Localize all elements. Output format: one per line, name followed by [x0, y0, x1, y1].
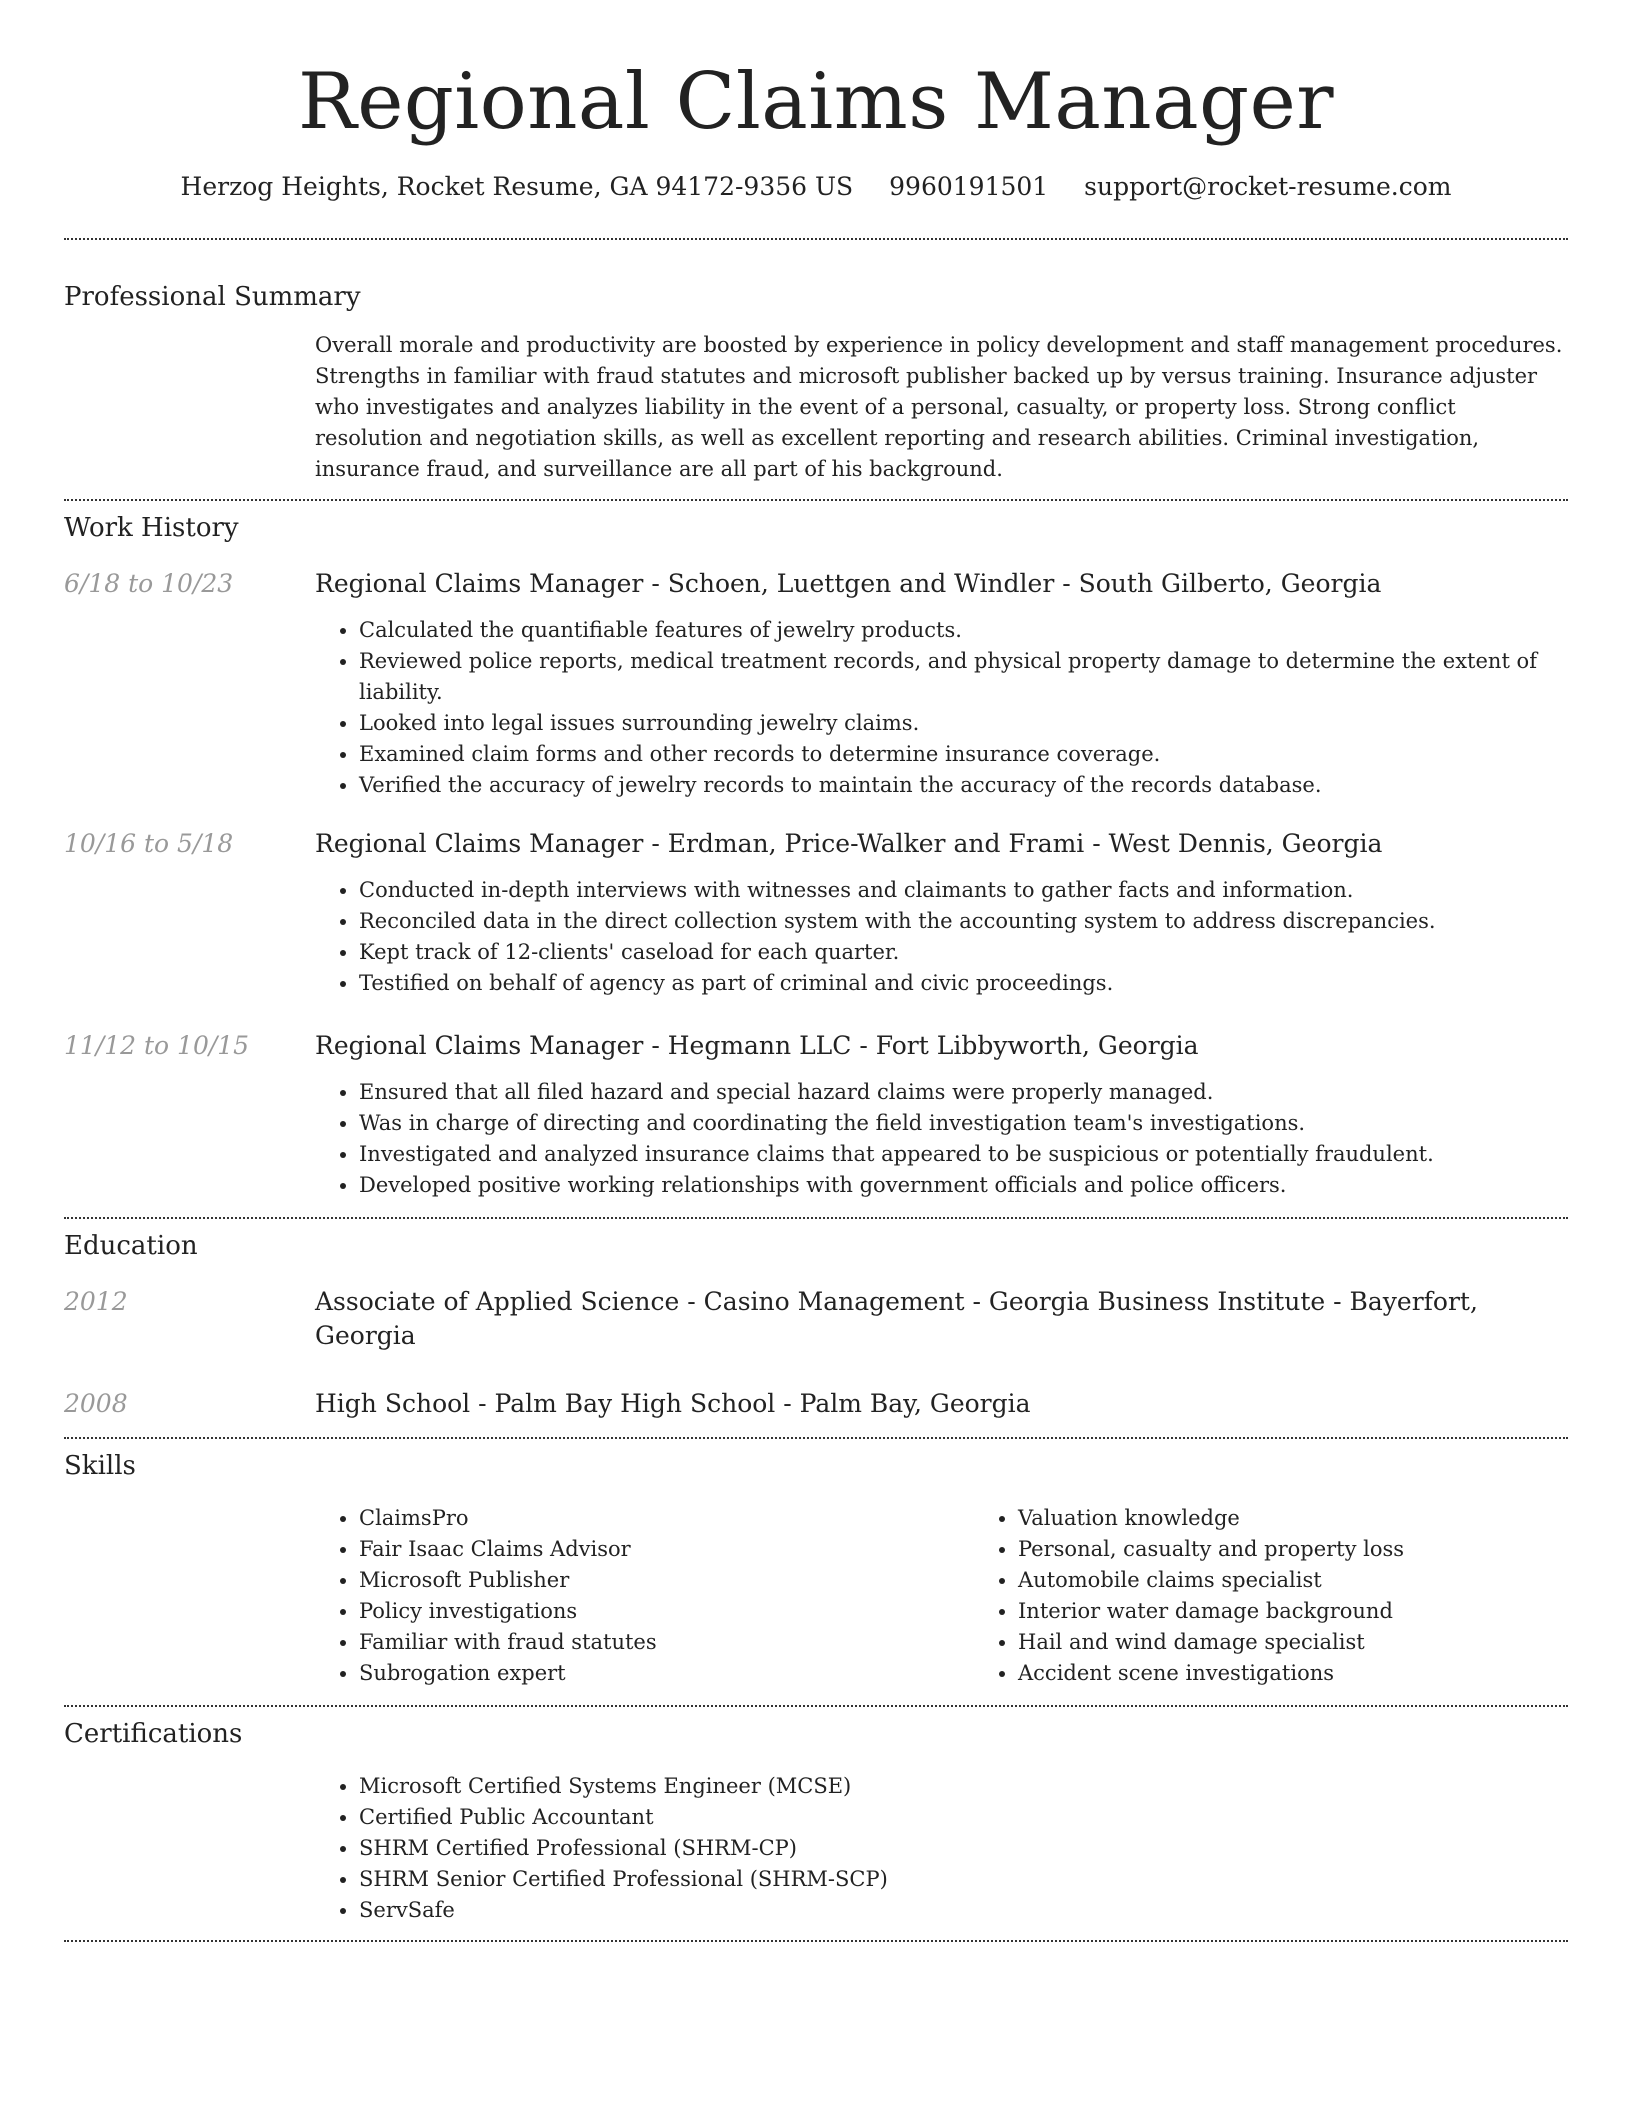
list-item: • Ensured that all filed hazard and special hazard claims were properly managed.: [359, 1077, 1568, 1108]
job-entry: [64, 827, 1568, 999]
divider: [64, 499, 1568, 501]
job-dates: 10/16 to 5/18: [64, 829, 234, 858]
list-item: • Microsoft Publisher: [359, 1565, 974, 1596]
resume-page: [64, 0, 1568, 1942]
list-item: • Testified on behalf of agency as part of criminal and civic proceedings.: [359, 968, 1568, 999]
skills-row: [64, 1503, 1568, 1689]
education-text: Associate of Applied Science - Casino Management - Georgia Business Institute - Bayerfort, Georgia: [315, 1287, 1478, 1350]
list-item: • Developed positive working relationships with government officials and police officers.: [359, 1170, 1568, 1201]
job-title: Regional Claims Manager - Schoen, Luettgen and Windler - South Gilberto, Georgia: [315, 569, 1382, 598]
list-item: • Accident scene investigations: [1018, 1658, 1632, 1689]
divider: [64, 1217, 1568, 1219]
section-title-work-history: Work History: [64, 513, 239, 543]
education-year: 2008: [64, 1389, 128, 1418]
list-item: • Examined claim forms and other records to determine insurance coverage.: [359, 739, 1568, 770]
list-item: • Kept track of 12-clients' caseload for each quarter.: [359, 937, 1568, 968]
job-bullets: [315, 1077, 1568, 1201]
list-item: • Verified the accuracy of jewelry records to maintain the accuracy of the records database.: [359, 770, 1568, 801]
certifications-list: [315, 1771, 1568, 1926]
list-item: • Familiar with fraud statutes: [359, 1627, 974, 1658]
resume-title: Regional Claims Manager: [297, 57, 1335, 147]
job-title: Regional Claims Manager - Erdman, Price-Walker and Frami - West Dennis, Georgia: [315, 829, 1383, 858]
list-item: • Personal, casualty and property loss: [1018, 1534, 1632, 1565]
list-item: • Looked into legal issues surrounding jewelry claims.: [359, 708, 1568, 739]
divider: [64, 1705, 1568, 1707]
list-item: • Policy investigations: [359, 1596, 974, 1627]
education-year: 2012: [64, 1287, 128, 1316]
list-item: • Valuation knowledge: [1018, 1503, 1632, 1534]
list-item: • Investigated and analyzed insurance claims that appeared to be suspicious or potentially fraudulent.: [359, 1139, 1568, 1170]
list-item: • Reconciled data in the direct collection system with the accounting system to address discrepancies.: [359, 906, 1568, 937]
list-item: • Calculated the quantifiable features of jewelry products.: [359, 615, 1568, 646]
section-title-education: Education: [64, 1231, 198, 1261]
education-entry: [64, 1285, 1568, 1353]
job-entry: [64, 1029, 1568, 1201]
summary-text: Overall morale and productivity are boosted by experience in policy development and staff management procedures. Strengths in familiar with fraud statutes and microsoft publisher backed up by versus training. Insurance adjuster who investigates and analyzes liability in the event of a personal, casualty, or property loss. Strong conflict resolution and negotiation skills, as well as excellent reporting and research abilities. Criminal investigation, insurance fraud, and surveillance are all part of his background.: [315, 333, 1563, 481]
contact-address: Herzog Heights, Rocket Resume, GA 94172-9356 US: [180, 172, 854, 201]
divider: [64, 1437, 1568, 1439]
skills-list-right: [974, 1503, 1632, 1689]
list-item: • Certified Public Accountant: [359, 1802, 1568, 1833]
list-item: • Microsoft Certified Systems Engineer (MCSE): [359, 1771, 1568, 1802]
list-item: • SHRM Senior Certified Professional (SHRM-SCP): [359, 1864, 1568, 1895]
education-text: High School - Palm Bay High School - Palm Bay, Georgia: [315, 1389, 1031, 1418]
job-bullets: [315, 615, 1568, 801]
list-item: • ClaimsPro: [359, 1503, 974, 1534]
section-title-certifications: Certifications: [64, 1719, 243, 1749]
divider: [64, 1940, 1568, 1942]
job-dates: 6/18 to 10/23: [64, 569, 234, 598]
list-item: • Automobile claims specialist: [1018, 1565, 1632, 1596]
certifications-row: [64, 1771, 1568, 1926]
list-item: • SHRM Certified Professional (SHRM-CP): [359, 1833, 1568, 1864]
job-bullets: [315, 875, 1568, 999]
job-title: Regional Claims Manager - Hegmann LLC - Fort Libbyworth, Georgia: [315, 1031, 1199, 1060]
list-item: • ServSafe: [359, 1895, 1568, 1926]
contact-phone: 9960191501: [889, 172, 1049, 201]
list-item: • Hail and wind damage specialist: [1018, 1627, 1632, 1658]
list-item: • Conducted in-depth interviews with witnesses and claimants to gather facts and information.: [359, 875, 1568, 906]
list-item: • Subrogation expert: [359, 1658, 974, 1689]
list-item: • Was in charge of directing and coordinating the field investigation team's investigations.: [359, 1108, 1568, 1139]
job-dates: 11/12 to 10/15: [64, 1031, 250, 1060]
contact-email: support@rocket-resume.com: [1084, 172, 1452, 201]
education-entry: [64, 1387, 1568, 1421]
skills-list-left: [315, 1503, 974, 1689]
section-title-summary: Professional Summary: [64, 282, 361, 312]
skills-columns: [315, 1503, 1632, 1689]
list-item: • Reviewed police reports, medical treatment records, and physical property damage to determine the extent of liability.: [359, 646, 1568, 708]
job-entry: [64, 567, 1568, 801]
list-item: • Fair Isaac Claims Advisor: [359, 1534, 974, 1565]
divider: [64, 238, 1568, 240]
list-item: • Interior water damage background: [1018, 1596, 1632, 1627]
contact-line: [64, 170, 1568, 204]
summary-row: [64, 330, 1568, 485]
section-title-skills: Skills: [64, 1451, 136, 1481]
